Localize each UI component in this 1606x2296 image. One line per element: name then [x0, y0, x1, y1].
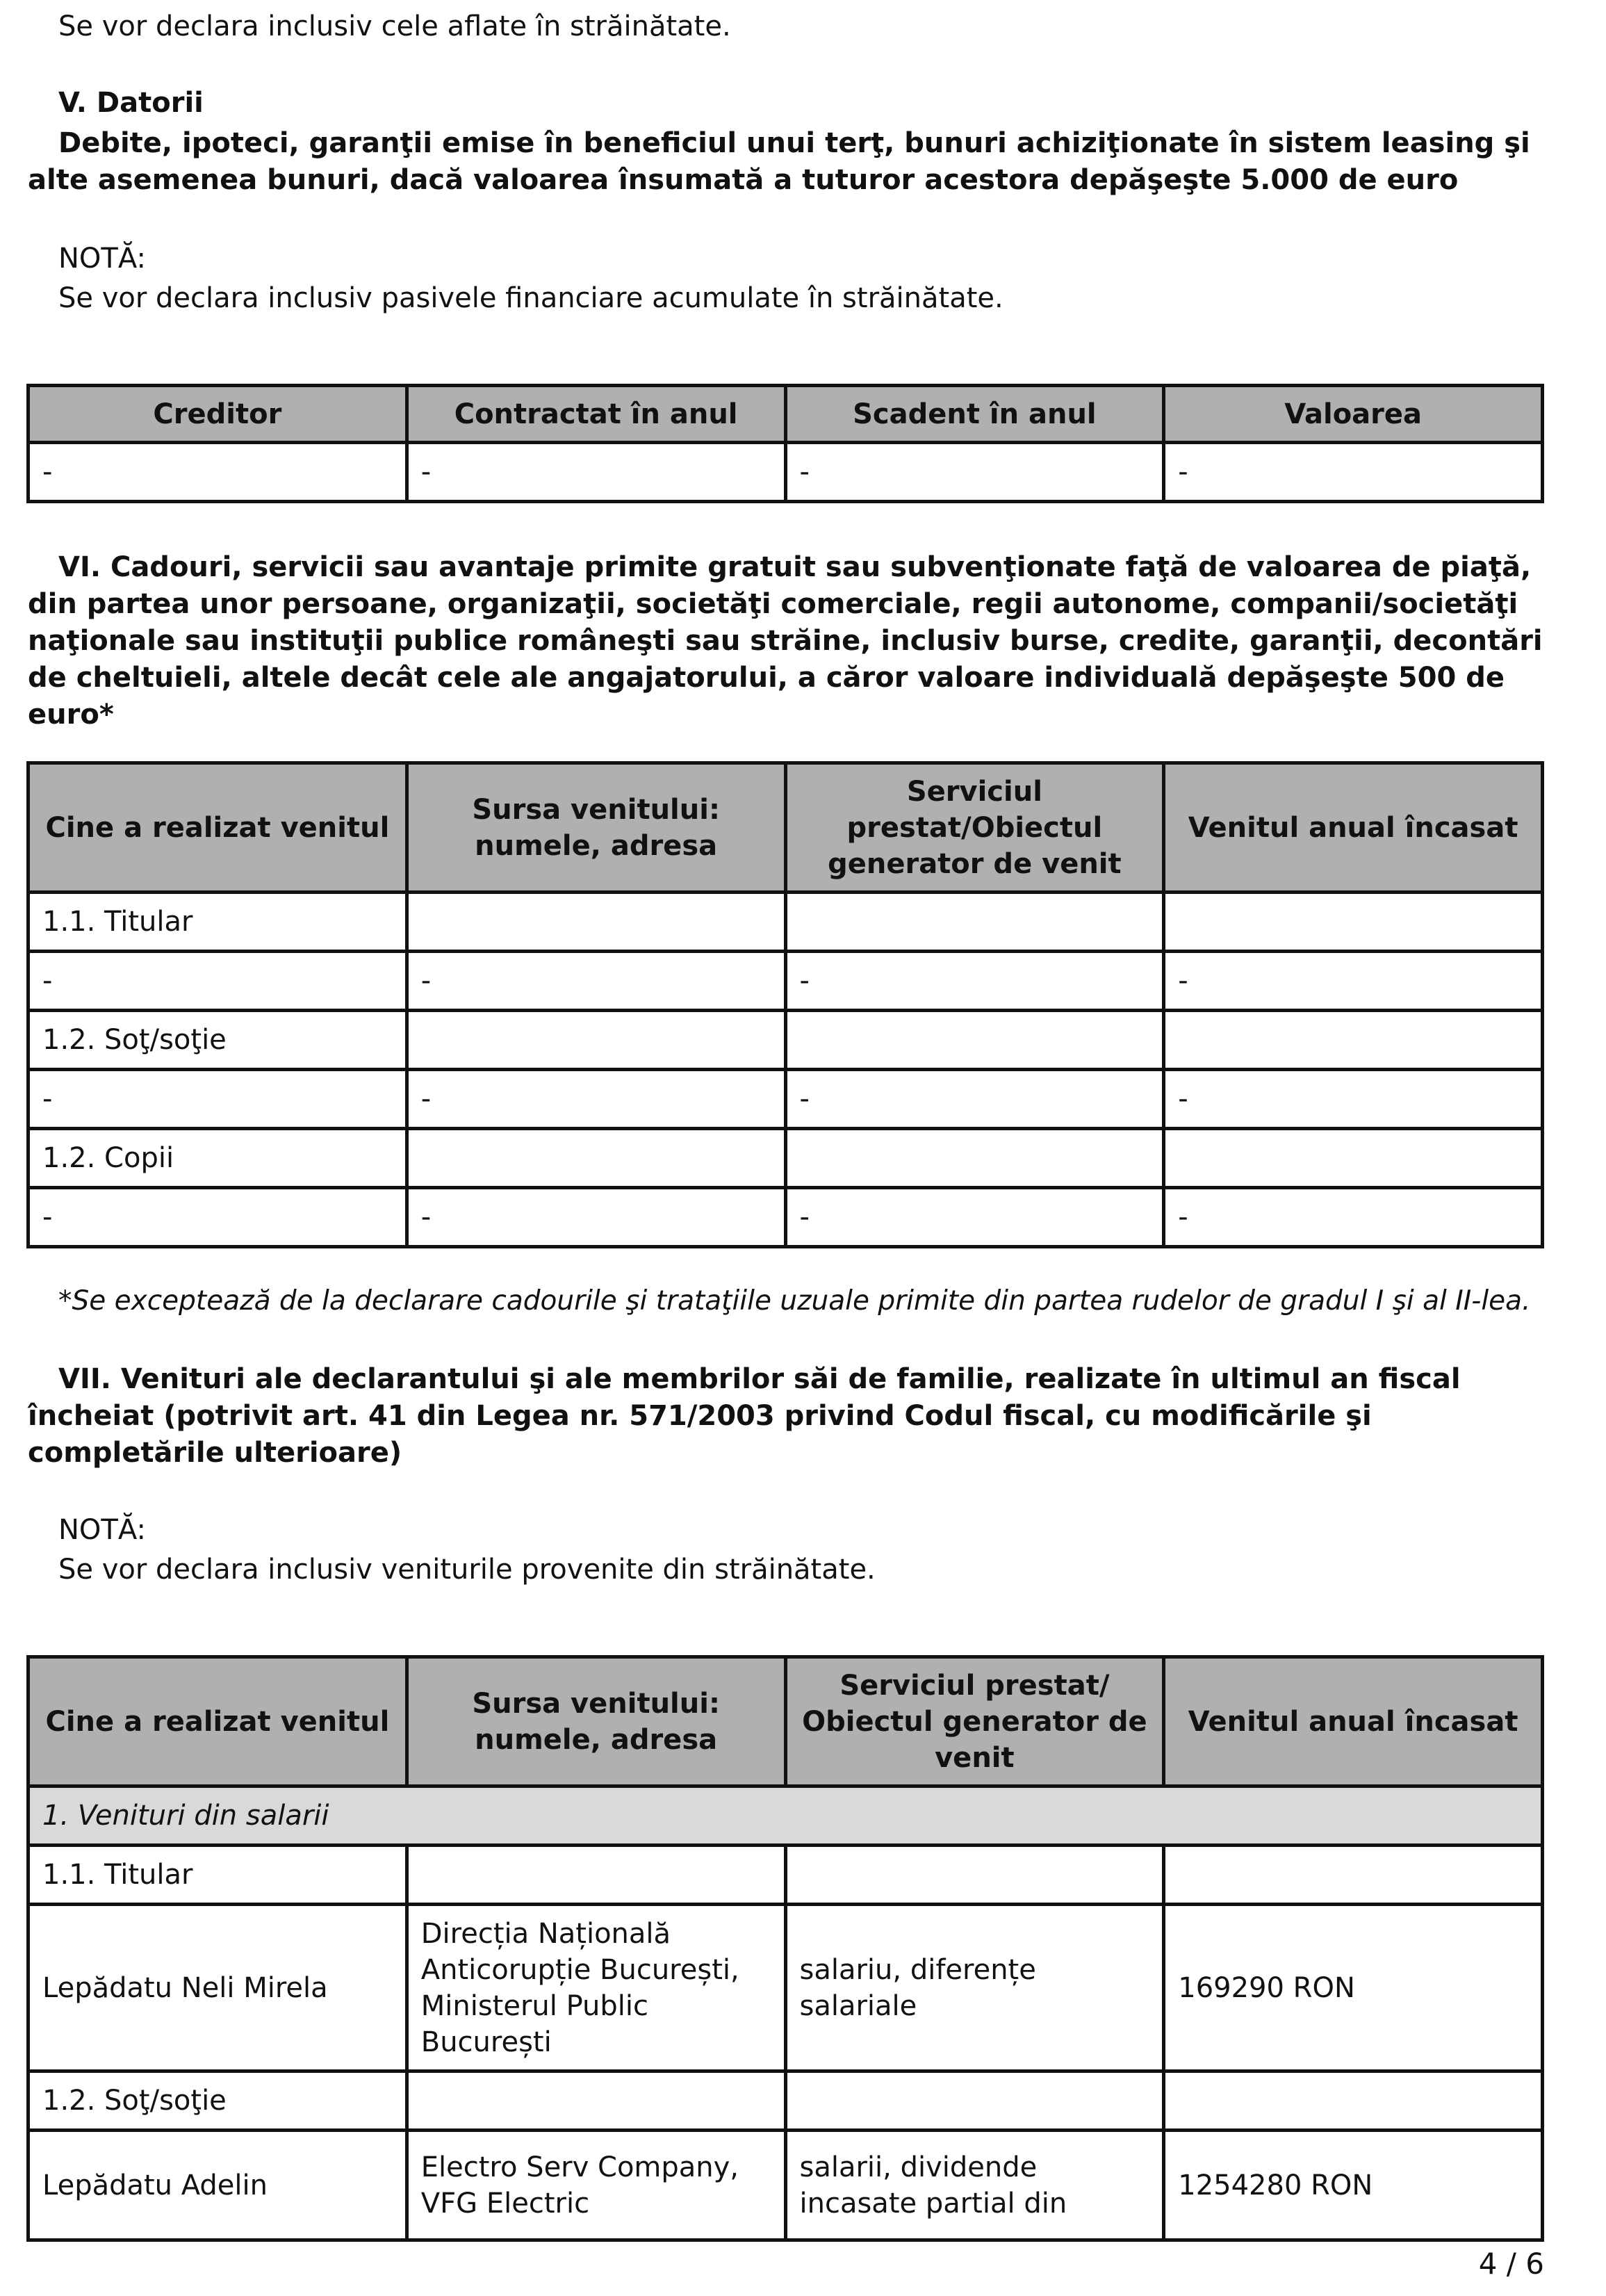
table-cell: [407, 1129, 785, 1188]
table-cell: -: [1164, 1188, 1543, 1247]
section6-heading: VI. Cadouri, servicii sau avantaje primite gratuit sau subvenţionate faţă de valoarea de piaţă, din partea unor persoane, organizaţii, societăţi comerciale, regii autonome, companii/societăţi naţionale sau instituţii publice româneşti sau străine, inclusiv burse, credite, garanţii, decontări de cheltuieli, altele decât cele ale angajatorului, a căror valoare individuală depăşeşte 500 de euro*: [28, 551, 1543, 731]
col-header-value: Valoarea: [1164, 386, 1543, 443]
table-cell: [1164, 2071, 1543, 2131]
table-cell: [407, 893, 785, 952]
table-cell: -: [785, 1070, 1164, 1129]
table-cell: salarii, dividende incasate partial din: [785, 2131, 1164, 2240]
table-cell: -: [28, 1188, 407, 1247]
table-cell: -: [407, 952, 785, 1011]
table-cell: [407, 1846, 785, 1905]
gifts-table: [26, 761, 1544, 1248]
table-cell: -: [407, 1188, 785, 1247]
table-row: [28, 1070, 1543, 1129]
table-cell: [1164, 1011, 1543, 1070]
table-cell: -: [1164, 443, 1543, 502]
col-header-due-year: Scadent în anul: [785, 386, 1164, 443]
table-cell: [785, 2071, 1164, 2131]
income-table: [26, 1655, 1544, 2242]
table-cell: [1164, 893, 1543, 952]
col-header-source: Sursa venitului: numele, adresa: [407, 1657, 785, 1786]
table-cell: Lepădatu Neli Mirela: [28, 1905, 407, 2071]
table-row: [28, 952, 1543, 1011]
table-cell: -: [28, 1070, 407, 1129]
table-cell: -: [407, 1070, 785, 1129]
col-header-source: Sursa venitului: numele, adresa: [407, 763, 785, 893]
table-cell: [785, 1129, 1164, 1188]
table-cell: [407, 1011, 785, 1070]
table-cell: 1.2. Soţ/soţie: [28, 2071, 407, 2131]
table-cell: -: [28, 443, 407, 502]
table-cell: [407, 2071, 785, 2131]
table-cell: -: [407, 443, 785, 502]
table-row: [28, 443, 1543, 502]
col-header-annual-income: Venitul anual încasat: [1164, 1657, 1543, 1786]
table-cell: Direcția Națională Anticorupție București, Ministerul Public București: [407, 1905, 785, 2071]
table-cell: Electro Serv Company, VFG Electric: [407, 2131, 785, 2240]
table-row: [28, 2071, 1543, 2131]
table-row: [28, 1846, 1543, 1905]
table-cell: -: [1164, 1070, 1543, 1129]
table-cell: 1.2. Soţ/soţie: [28, 1011, 407, 1070]
table-cell: [785, 1846, 1164, 1905]
table-cell: 1.2. Copii: [28, 1129, 407, 1188]
section5-heading: V. Datorii: [58, 87, 204, 119]
section6-footnote: *Se exceptează de la declarare cadourile şi trataţiile uzuale primite din partea rudelor de gradul I şi al II-lea.: [58, 1285, 1531, 1317]
table-cell: 1.1. Titular: [28, 893, 407, 952]
section5-note-label: NOTĂ:: [58, 243, 146, 275]
table-row: [28, 1905, 1543, 2071]
table-row: [28, 1011, 1543, 1070]
section5-note-text: Se vor declara inclusiv pasivele financiare acumulate în străinătate.: [58, 282, 1003, 314]
debts-table: [26, 384, 1544, 503]
table-cell: -: [785, 952, 1164, 1011]
section7-heading: VII. Venituri ale declarantului şi ale membrilor săi de familie, realizate în ultimul an fiscal încheiat (potrivit art. 41 din Legea nr. 571/2003 privind Codul fiscal, cu modificările şi completările ulterioare): [28, 1363, 1461, 1469]
table-cell: 1254280 RON: [1164, 2131, 1543, 2240]
table-row: [28, 893, 1543, 952]
table-row: [28, 2131, 1543, 2240]
table-cell: [785, 893, 1164, 952]
intro-line: Se vor declara inclusiv cele aflate în străinătate.: [58, 10, 731, 42]
table-cell: [1164, 1846, 1543, 1905]
table-group-row: [28, 1786, 1543, 1846]
table-cell: -: [28, 952, 407, 1011]
col-header-service: Serviciul prestat/Obiectul generator de venit: [785, 763, 1164, 893]
table-cell: Lepădatu Adelin: [28, 2131, 407, 2240]
table-cell: -: [1164, 952, 1543, 1011]
table-cell: salariu, diferențe salariale: [785, 1905, 1164, 2071]
table-cell: [1164, 1129, 1543, 1188]
section7-note-text: Se vor declara inclusiv veniturile provenite din străinătate.: [58, 1554, 876, 1586]
col-header-earner: Cine a realizat venitul: [28, 763, 407, 893]
table-row: [28, 1129, 1543, 1188]
table-cell: -: [785, 443, 1164, 502]
section7-note-label: NOTĂ:: [58, 1514, 146, 1546]
col-header-creditor: Creditor: [28, 386, 407, 443]
table-cell: 169290 RON: [1164, 1905, 1543, 2071]
table-cell: -: [785, 1188, 1164, 1247]
table-row: [28, 1188, 1543, 1247]
col-header-service: Serviciul prestat/ Obiectul generator de venit: [785, 1657, 1164, 1786]
page-number: 4 / 6: [1478, 2247, 1544, 2281]
col-header-earner: Cine a realizat venitul: [28, 1657, 407, 1786]
table-cell: [785, 1011, 1164, 1070]
col-header-contracted-year: Contractat în anul: [407, 386, 785, 443]
table-cell: 1.1. Titular: [28, 1846, 407, 1905]
section5-description: Debite, ipoteci, garanţii emise în beneficiul unui terţ, bunuri achiziţionate în sistem leasing şi alte asemenea bunuri, dacă valoarea însumată a tuturor acestora depăşeşte 5.000 de euro: [28, 127, 1530, 196]
group-label-salary-income: 1. Venituri din salarii: [28, 1786, 1543, 1846]
col-header-annual-income: Venitul anual încasat: [1164, 763, 1543, 893]
